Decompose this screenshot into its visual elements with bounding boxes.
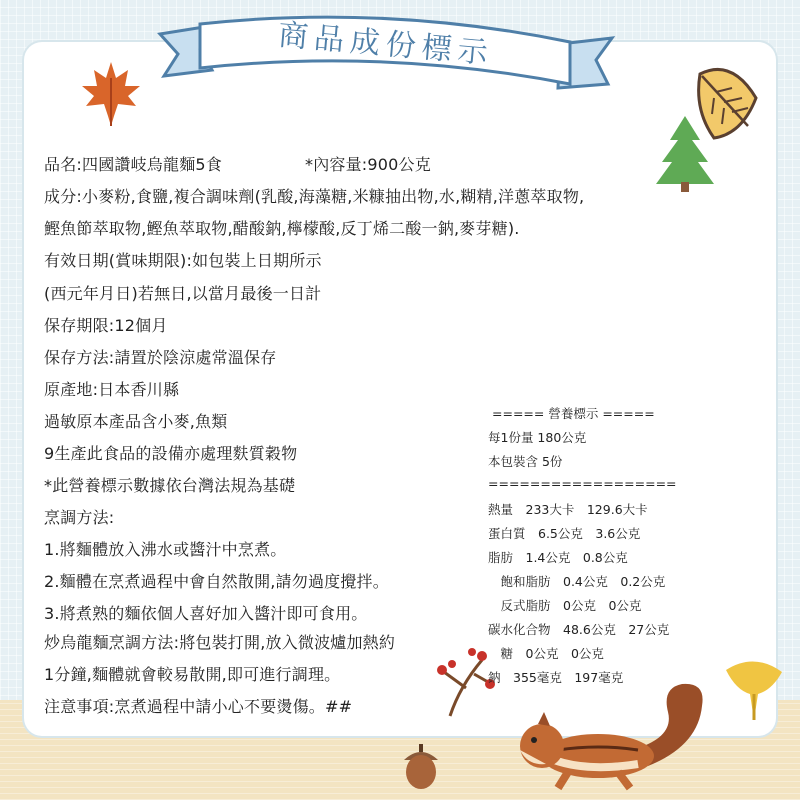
allergen: 過敏原本產品含小麥,魚類 [44, 412, 228, 431]
nutrition-basis-note: *此營養標示數據依台灣法規為基礎 [44, 476, 296, 495]
cooking-step-2: 2.麵體在烹煮過程中會自然散開,請勿過度攪拌。 [44, 572, 389, 591]
facility-note: 9生產此食品的設備亦處理麩質穀物 [44, 444, 298, 463]
nutrition-row-sugar: 糖 0公克 0公克 [488, 646, 604, 661]
fried-udon-line-2: 1分鐘,麵體就會較易散開,即可進行調理。 [44, 665, 341, 684]
fried-udon-line-1: 炒烏龍麵烹調方法:將包裝打開,放入微波爐加熱約 [44, 633, 396, 652]
pine-tree-icon [652, 114, 718, 194]
nutrition-divider: ================== [488, 476, 677, 491]
nutrition-serving: 每1份量 180公克 [488, 430, 587, 445]
nutrition-header: ===== 營養標示 ===== [492, 406, 655, 421]
shelf-life: 保存期限:12個月 [44, 316, 168, 335]
origin: 原產地:日本香川縣 [44, 380, 180, 399]
nutrition-row-sodium: 鈉 355毫克 197毫克 [488, 670, 624, 685]
nutrition-row-carbohydrate: 碳水化合物 48.6公克 27公克 [488, 622, 670, 637]
cooking-step-3: 3.將煮熟的麵依個人喜好加入醬汁即可食用。 [44, 604, 368, 623]
squirrel-illustration [498, 676, 712, 794]
notice: 注意事項:烹煮過程中請小心不要燙傷。## [44, 697, 353, 716]
maple-leaf-icon [78, 58, 144, 128]
title-banner [150, 4, 620, 104]
nutrition-row-protein: 蛋白質 6.5公克 3.6公克 [488, 526, 641, 541]
nutrition-servings-per-pack: 本包裝含 5份 [488, 454, 563, 469]
nutrition-row-fat: 脂肪 1.4公克 0.8公克 [488, 550, 628, 565]
nutrition-row-calories: 熱量 233大卡 129.6大卡 [488, 502, 648, 517]
nutrition-row-trans-fat: 反式脂肪 0公克 0公克 [488, 598, 642, 613]
expiry-line-1: 有效日期(賞味期限):如包裝上日期所示 [44, 251, 322, 270]
ingredients-line-2: 鰹魚節萃取物,鰹魚萃取物,醋酸鈉,檸檬酸,反丁烯二酸一鈉,麥芽糖). [44, 219, 520, 238]
cooking-step-1: 1.將麵體放入沸水或醬汁中烹煮。 [44, 540, 287, 559]
product-name: 品名:四國讚岐烏龍麵5食 [44, 155, 222, 174]
storage-method: 保存方法:請置於陰涼處常溫保存 [44, 348, 277, 367]
expiry-line-2: (西元年月日)若無日,以當月最後一日計 [44, 284, 322, 303]
ingredients-line-1: 成分:小麥粉,食鹽,複合調味劑(乳酸,海藻糖,米糠抽出物,水,糊精,洋蔥萃取物, [44, 187, 585, 206]
cooking-title: 烹調方法: [44, 508, 115, 527]
net-content: *內容量:900公克 [305, 155, 431, 174]
banner-title: 商品成份標示 [276, 17, 495, 72]
nutrition-row-saturated-fat: 飽和脂肪 0.4公克 0.2公克 [488, 574, 666, 589]
ginkgo-leaf-icon [718, 650, 788, 726]
acorn-icon [398, 740, 444, 792]
